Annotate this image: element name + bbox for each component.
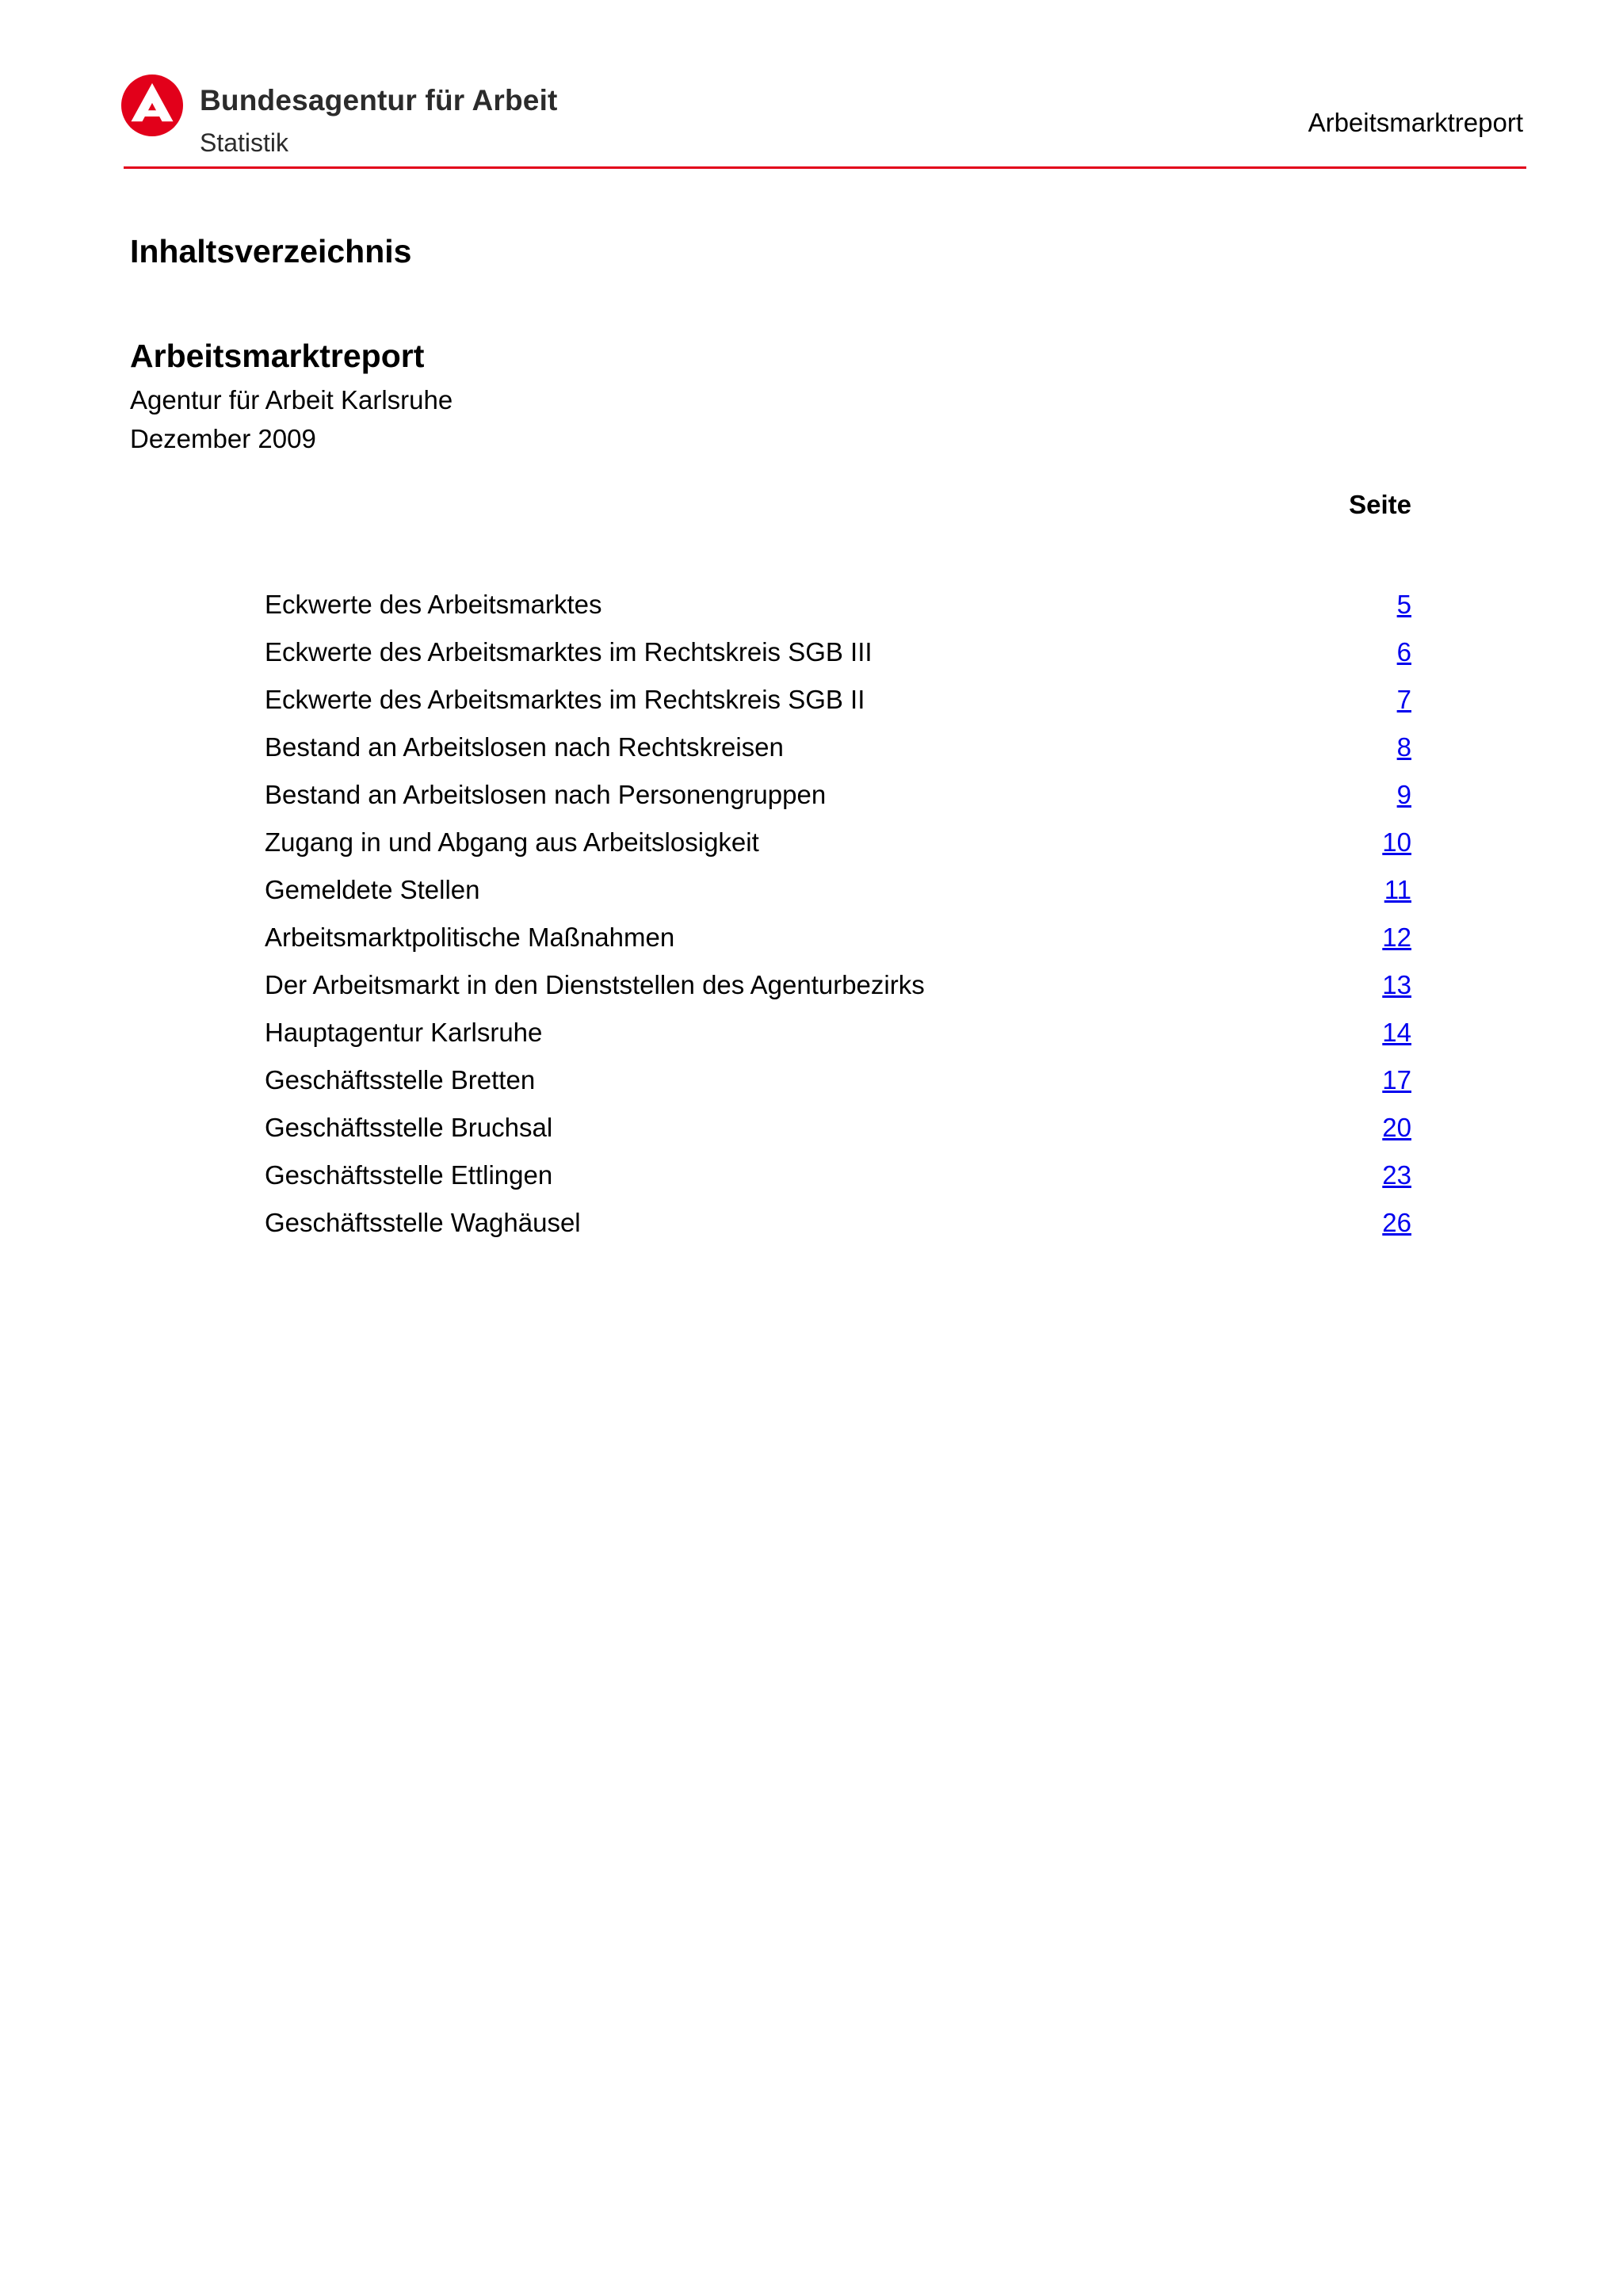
toc-entry [265,581,1411,628]
toc-entry-label: Geschäftsstelle Bruchsal [265,1113,553,1142]
toc-entry [265,628,1411,676]
toc-entry-label: Bestand an Arbeitslosen nach Personengruppen [265,780,827,809]
toc-entry [265,1104,1411,1152]
header-report-label: Arbeitsmarktreport [1308,108,1523,137]
toc-entry-label: Der Arbeitsmarkt in den Dienststellen des Agenturbezirks [265,970,925,999]
toc-entry-label: Geschäftsstelle Ettlingen [265,1160,553,1190]
toc-entry [265,676,1411,724]
toc-page-link[interactable]: 14 [1382,1018,1411,1047]
toc-entry-label: Zugang in und Abgang aus Arbeitslosigkeit [265,827,759,857]
toc-entry-label: Bestand an Arbeitslosen nach Rechtskreisen [265,732,784,762]
toc-page-link[interactable]: 13 [1382,970,1411,999]
toc-entry [265,819,1411,866]
toc-entry [265,1056,1411,1104]
toc-entry [265,1009,1411,1056]
toc-list [265,581,1411,1247]
toc-entry-label: Eckwerte des Arbeitsmarktes im Rechtskreis SGB II [265,685,865,714]
toc-page-link[interactable]: 20 [1382,1113,1411,1142]
report-date: Dezember 2009 [130,424,316,453]
toc-page-link[interactable]: 10 [1382,827,1411,857]
toc-entry-label: Geschäftsstelle Bretten [265,1065,536,1095]
toc-entry [265,771,1411,819]
toc-page-link[interactable]: 11 [1384,875,1411,904]
toc-page-link[interactable]: 6 [1396,637,1411,667]
toc-entry [265,914,1411,961]
header-divider [124,166,1526,169]
toc-entry-label: Eckwerte des Arbeitsmarktes im Rechtskreis SGB III [265,637,873,667]
toc-entry-label: Gemeldete Stellen [265,875,480,904]
toc-entry-label: Hauptagentur Karlsruhe [265,1018,543,1047]
toc-entry-label: Arbeitsmarktpolitische Maßnahmen [265,923,675,952]
page-column-label: Seite [1349,490,1411,519]
toc-entry-label: Geschäftsstelle Waghäusel [265,1208,581,1237]
toc-page-link[interactable]: 23 [1382,1160,1411,1190]
org-name: Bundesagentur für Arbeit [200,84,558,117]
toc-page-link[interactable]: 9 [1396,780,1411,809]
toc-entry [265,1152,1411,1199]
toc-page-link[interactable]: 12 [1382,923,1411,952]
toc-page-link[interactable]: 8 [1396,732,1411,762]
org-unit: Statistik [200,128,289,157]
toc-page-link[interactable]: 26 [1382,1208,1411,1237]
toc-page-link[interactable]: 7 [1396,685,1411,714]
toc-entry [265,724,1411,771]
report-agency: Agentur für Arbeit Karlsruhe [130,385,453,415]
toc-entry [265,1199,1411,1247]
report-title: Arbeitsmarktreport [130,338,425,374]
toc-entry-label: Eckwerte des Arbeitsmarktes [265,590,602,619]
toc-page-link[interactable]: 5 [1396,590,1411,619]
toc-entry [265,961,1411,1009]
ba-logo-icon [121,74,183,136]
toc-heading: Inhaltsverzeichnis [130,233,412,269]
toc-page-link[interactable]: 17 [1382,1065,1411,1095]
toc-entry [265,866,1411,914]
